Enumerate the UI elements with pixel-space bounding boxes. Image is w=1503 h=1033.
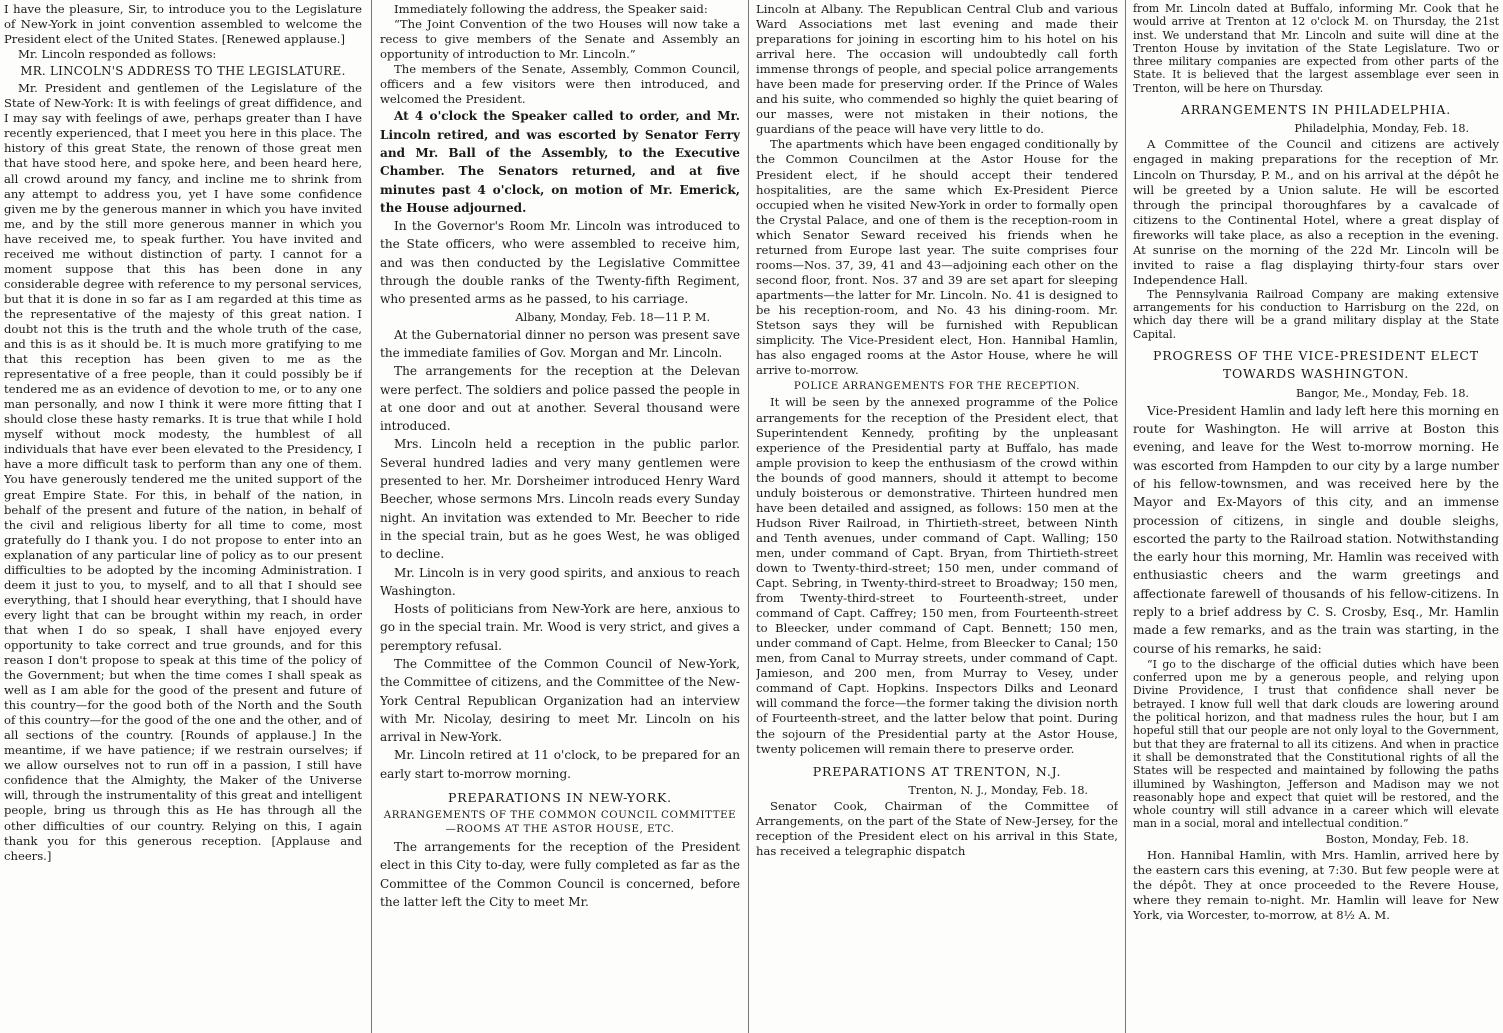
paragraph: The members of the Senate, Assembly, Common Council, officers and a few visitors were then introduced, and welcomed the President. — [380, 62, 740, 107]
column-4 — [1133, 2, 1499, 1033]
column-rule — [1125, 0, 1126, 1033]
paragraph: At the Gubernatorial dinner no person was present save the immediate families of Gov. Morgan and Mr. Lincoln. — [380, 327, 740, 360]
paragraph: The apartments which have been engaged conditionally by the Common Councilmen at the Astor House for the President elect, if he should accept their tendered hospitalities, are the same which Ex-President Pierce occupied when he visited New-York in order to formally open the Crystal Palace, and one of them is the reception-room in which Senator Seward received his friends when he returned from Europe last year. The suite comprises four rooms—Nos. 37, 39, 41 and 43—adjoining each other on the second floor, front. Nos. 37 and 39 are set apart for sleeping apartments—the latter for Mr. Lincoln. No. 41 is designed to be his reception-room, and No. 43 his dining-room. Mr. Stetson says they will be furnished with Republican simplicity. The Vice-President elect, Hon. Hannibal Hamlin, has also engaged rooms at the Astor House, where he will arrive to-morrow. — [756, 137, 1118, 378]
paragraph: Vice-President Hamlin and lady left here this morning en route for Washington. He will arrive at Boston this evening, and leave for the West to-morrow morning. He was escorted from Hampden to our city by a large number of his fellow-townsmen, and was received here by the Mayor and Ex-Mayors of this city, and an immense procession of citizens, in single and double sleighs, escorted the party to the Railroad station. Notwithstanding the early hour this morning, Mr. Hamlin was received with enthusiastic cheers and the warm greetings and affectionate farewell of thousands of his fellow-citizens. In reply to a brief address by C. S. Crosby, Esq., Mr. Hamlin made a few remarks, and as the train was starting, in the course of his remarks, he said: — [1133, 403, 1499, 656]
paragraph: The arrangements for the reception of the President elect in this City to-day, were fully completed as far as the Committee of the Common Council is concerned, before the latter left the City to meet Mr. — [380, 839, 740, 909]
paragraph: Senator Cook, Chairman of the Committee of Arrangements, on the part of the State of New-Jersey, for the reception of the President elect on his arrival in this State, has received a telegraphic dispatch — [756, 798, 1118, 859]
headline: PREPARATIONS AT TRENTON, N.J. — [812, 763, 1062, 779]
paragraph: Mr. Lincoln is in very good spirits, and anxious to reach Washington. — [380, 565, 740, 598]
paragraph: Mr. President and gentlemen of the Legislature of the State of New-York: It is with feelings of great diffidence, and I may say with feelings of awe, perhaps greater than I have recently experienced, that I meet you here in this place. The history of this great State, the renown of those great men that have stood here, and spoke here, and been heard here, all crowd around my fancy, and incline me to shrink from any attempt to address you, yet I have some confidence given me by the generous manner in which you have invited me, and by the still more generous manner in which you have received me, to speak further. You have invited and received me without distinction of party. I cannot for a moment suppose that this has been done in any considerable degree with reference to my personal services, but that it is done in so far as I am regarded at this time as the representative of the majesty of this great nation. I doubt not this is the truth and the whole truth of the case, and this is as it should be. It is much more gratifying to me that this reception has been given to me as the representative of a free people, than it could possibly be if tendered me as an evidence of devotion to me, or to any one man personally, and now I think it were more fitting that I should close these hasty remarks. It is true that while I hold myself without mock modesty, the humblest of all individuals that have ever been elevated to the Presidency, I have a more difficult task to perform than any one of them. You have generously tendered me the united support of the great Empire State. For this, in behalf of the nation, in behalf of the present and future of the nation, in behalf of the civil and religious liberty for all time to come, most gratefully do I thank you. I do not propose to enter into an explanation of any particular line of policy as to our present difficulties to be adopted by the incoming Administration. I deem it just to you, to myself, and to all that I should see everything, that I should hear everything, that I should have every light that can be brought within my reach, in order that when I do so speak, I shall have enjoyed every opportunity to take correct and true grounds, and for this reason I don't propose to speak at this time of the policy of the Government; but when the time comes I shall speak as well as I am able for the good of the present and future of this country—for the good both of the North and the South of this country—for the good of the one and the other, and of all sections of the country. [Rounds of applause.] In the meantime, if we have patience; if we restrain ourselves; if we allow ourselves not to run off in a passion, I still have confidence that the Almighty, the Maker of the Universe will, through the instrumentality of this great and intelligent people, bring us through this as He has through all the other difficulties of our country. Relying on this, I again thank you for this generous reception. [Applause and cheers.] — [4, 81, 362, 863]
headline: PREPARATIONS IN NEW-YORK. — [448, 790, 672, 806]
headline: MR. LINCOLN'S ADDRESS TO THE LEGISLATURE. — [20, 64, 346, 79]
column-1 — [4, 2, 362, 1033]
dateline: Trenton, N. J., Monday, Feb. 18. — [908, 783, 1088, 797]
paragraph: Hosts of politicians from New-York are here, anxious to go in the special train. Mr. Wood is very strict, and gives a peremptory refusal. — [380, 602, 740, 653]
paragraph: At 4 o'clock the Speaker called to order, and Mr. Lincoln retired, and was escorted by Senator Ferry and Mr. Ball of the Assembly, to the Executive Chamber. The Senators returned, and at five minutes past 4 o'clock, on motion of Mr. Emerick, the House adjourned. — [380, 109, 740, 215]
quotation: “I go to the discharge of the official duties which have been conferred upon me by a generous people, and relying upon Divine Providence, I trust that confidence shall never be betrayed. I know full well that dark clouds are lowering around the political horizon, and that madness rules the hour, but I am hopeful still that our people are not only loyal to the Government, but that they are fraternal to all its citizens. And when in practice it shall be demonstrated that the Constitutional rights of all the States will be respected and maintained by following the paths illumined by Washington, Jefferson and Madison may we not reasonably hope and expect that quiet will be restored, and the whole country will still advance in a career which will elevate man in a social, moral and intellectual condition.” — [1133, 657, 1499, 831]
paragraph: Lincoln at Albany. The Republican Central Club and various Ward Associations met last evening and made their preparations for joining in escorting him to his hotel on his arrival here. The occasion will undoubtedly call forth immense throngs of people, and special police arrangements have been made for preserving order. If the Prince of Wales and his suite, who commended so highly the quiet bearing of our masses, were not mistaken in their notions, the guardians of the peace will have very little to do. — [756, 2, 1118, 137]
paragraph: Mrs. Lincoln held a reception in the public parlor. Several hundred ladies and very many gentlemen were presented to her. Mr. Dorsheimer introduced Henry Ward Beecher, whose sermons Mrs. Lincoln reads every Sunday night. An invitation was extended to Mr. Beecher to ride in the special train, but as he goes West, he was obliged to decline. — [380, 437, 740, 562]
paragraph: Hon. Hannibal Hamlin, with Mrs. Hamlin, arrived here by the eastern cars this evening, at 7:30. But few people were at the dépôt. They at once proceeded to the Revere House, where they remain to-night. Mr. Hamlin will leave for New York, via Worcester, to-morrow, at 8½ A. M. — [1133, 847, 1499, 922]
dateline: Philadelphia, Monday, Feb. 18. — [1294, 122, 1469, 136]
paragraph: from Mr. Lincoln dated at Buffalo, informing Mr. Cook that he would arrive at Trenton at 12 o'clock M. on Thursday, the 21st inst. We understand that Mr. Lincoln and suite will dine at the Trenton House by invitation of the State Legislature. Two or three military companies are expected from other parts of the State. It is believed that the largest assemblage ever seen in Trenton, will be here on Thursday. — [1133, 2, 1499, 95]
paragraph: The arrangements for the reception at the Delevan were perfect. The soldiers and police passed the people in at one door and out at another. Several thousand were introduced. — [380, 364, 740, 434]
column-3 — [756, 2, 1118, 1033]
paragraph: The Committee of the Common Council of New-York, the Committee of citizens, and the Committee of the New-York Central Republican Organization had an interview with Mr. Nicolay, desiring to meet Mr. Lincoln on his arrival in New-York. — [380, 656, 740, 745]
column-rule — [748, 0, 749, 1033]
paragraph: “The Joint Convention of the two Houses will now take a recess to give members of the Senate and Assembly an opportunity of introduction to Mr. Lincoln.” — [380, 17, 740, 62]
dateline: Bangor, Me., Monday, Feb. 18. — [1296, 386, 1469, 400]
paragraph: I have the pleasure, Sir, to introduce you to the Legislature of New-York in joint convention assembled to welcome the President elect of the United States. [Renewed applause.] — [4, 2, 362, 47]
paragraph: Mr. Lincoln retired at 11 o'clock, to be prepared for an early start to-morrow morning. — [380, 748, 740, 781]
dateline: Boston, Monday, Feb. 18. — [1325, 832, 1469, 846]
paragraph: Mr. Lincoln responded as follows: — [18, 47, 217, 62]
column-2 — [380, 2, 740, 1033]
dateline: Albany, Monday, Feb. 18—11 P. M. — [515, 310, 710, 324]
paragraph: Immediately following the address, the Speaker said: — [394, 2, 708, 16]
headline: POLICE ARRANGEMENTS FOR THE RECEPTION. — [793, 381, 1081, 393]
column-rule — [371, 0, 372, 1033]
paragraph: In the Governor's Room Mr. Lincoln was introduced to the State officers, who were assembled to receive him, and was then conducted by the Legislative Committee through the double ranks of the Twenty-fifth Regiment, who presented arms as he passed, to his carriage. — [380, 219, 740, 307]
headline: PROGRESS OF THE VICE-PRESIDENT ELECT TOWARDS WASHINGTON. — [1153, 348, 1479, 382]
headline: ARRANGEMENTS IN PHILADELPHIA. — [1181, 102, 1451, 118]
paragraph: It will be seen by the annexed programme of the Police arrangements for the reception of the President elect, that Superintendent Kennedy, profiting by the unpleasant experience of the Presidential party at Buffalo, has made ample provision to keep the enthusiasm of the crowd within the bounds of good manners, should it attempt to become unduly boisterous or demonstrative. Thirteen hundred men have been detailed and assigned, as follows: 150 men at the Hudson River Railroad, in Thirtieth-street, between Ninth and Tenth avenues, under command of Capt. Walling; 150 men, under command of Capt. Bryan, from Thirtieth-street down to Twenty-third-street; 150 men, under command of Capt. Sebring, in Twenty-third-street to Broadway; 150 men, from Twenty-third-street to Fourteenth-street, under command of Capt. Caffrey; 150 men, from Fourteenth-street to Bleecker, under command of Capt. Bennett; 150 men, under command of Capt. Helme, from Bleecker to Canal; 150 men, from Canal to Murray streets, under command of Capt. Jamieson, and 200 men, from Murray to Vesey, under command of Capt. Hopkins. Inspectors Dilks and Leonard will command the force—the former taking the division north of Fourteenth-street, and the latter below that point. During the sojourn of the Presidential party at the Astor House, twenty policemen will remain there to preserve order. — [756, 395, 1118, 756]
paragraph: A Committee of the Council and citizens are actively engaged in making preparations for the reception of Mr. Lincoln on Thursday, P. M., and on his arrival at the dépôt he will be greeted by a Union salute. He will be escorted through the principal thoroughfares by a cavalcade of citizens to the Continental Hotel, where a great display of fireworks will take place, as also a reception in the evening. At sunrise on the morning of the 22d Mr. Lincoln will be invited to raise a flag displaying thirty-four stars over Independence Hall. — [1133, 137, 1499, 287]
paragraph: The Pennsylvania Railroad Company are making extensive arrangements for his conduction to Harrisburg on the 22d, on which day there will be a grand military display at the State Capital. — [1133, 287, 1499, 341]
headline: ARRANGEMENTS OF THE COMMON COUNCIL COMMITTEE—ROOMS AT THE ASTOR HOUSE, ETC. — [383, 810, 737, 835]
